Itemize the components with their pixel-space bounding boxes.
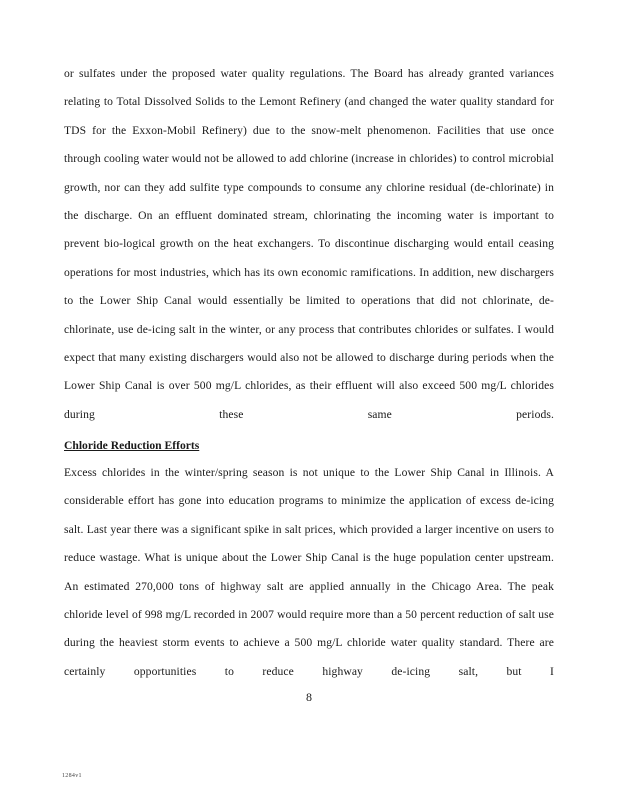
- page-number: 8: [306, 690, 312, 704]
- body-paragraph-1: or sulfates under the proposed water quality regulations. The Board has already granted variances relating to Total Dissolved Solids to the Lemont Refinery (and changed the water quality standard for TDS for the Exxon-Mobil Refinery) due to the snow-melt phenomenon. Facilities that use once through cooling water would not be allowed to add chlorine (increase in chlorides) to control microbial growth, nor can they add sulfite type compounds to consume any chlorine residual (de-chlorinate) in the discharge. On an effluent dominated stream, chlorinating the incoming water is important to prevent bio-logical growth on the heat exchangers. To discontinue discharging would entail ceasing operations for most industries, which has its own economic ramifications. In addition, new dischargers to the Lower Ship Canal would essentially be limited to operations that did not chlorinate, de-chlorinate, use de-icing salt in the winter, or any process that contributes chlorides or sulfates. I would expect that many existing dischargers would also not be allowed to discharge during periods when the Lower Ship Canal is over 500 mg/L chlorides, as their effluent will also exceed 500 mg/L chlorides during these same periods.: [64, 67, 554, 421]
- section-heading: Chloride Reduction Efforts: [64, 439, 200, 452]
- body-paragraph-2: Excess chlorides in the winter/spring season is not unique to the Lower Ship Canal in Illinois. A considerable effort has gone into education programs to minimize the application of excess de-icing salt. Last year there was a significant spike in salt prices, which provided a larger incentive on users to reduce wastage. What is unique about the Lower Ship Canal is the huge population center upstream. An estimated 270,000 tons of highway salt are applied annually in the Chicago Area. The peak chloride level of 998 mg/L recorded in 2007 would require more than a 50 percent reduction of salt use during the heaviest storm events to achieve a 500 mg/L chloride water quality standard. There are certainly opportunities to reduce highway de-icing salt, but I: [64, 466, 554, 678]
- document-footer-code: 1284v1: [62, 773, 82, 779]
